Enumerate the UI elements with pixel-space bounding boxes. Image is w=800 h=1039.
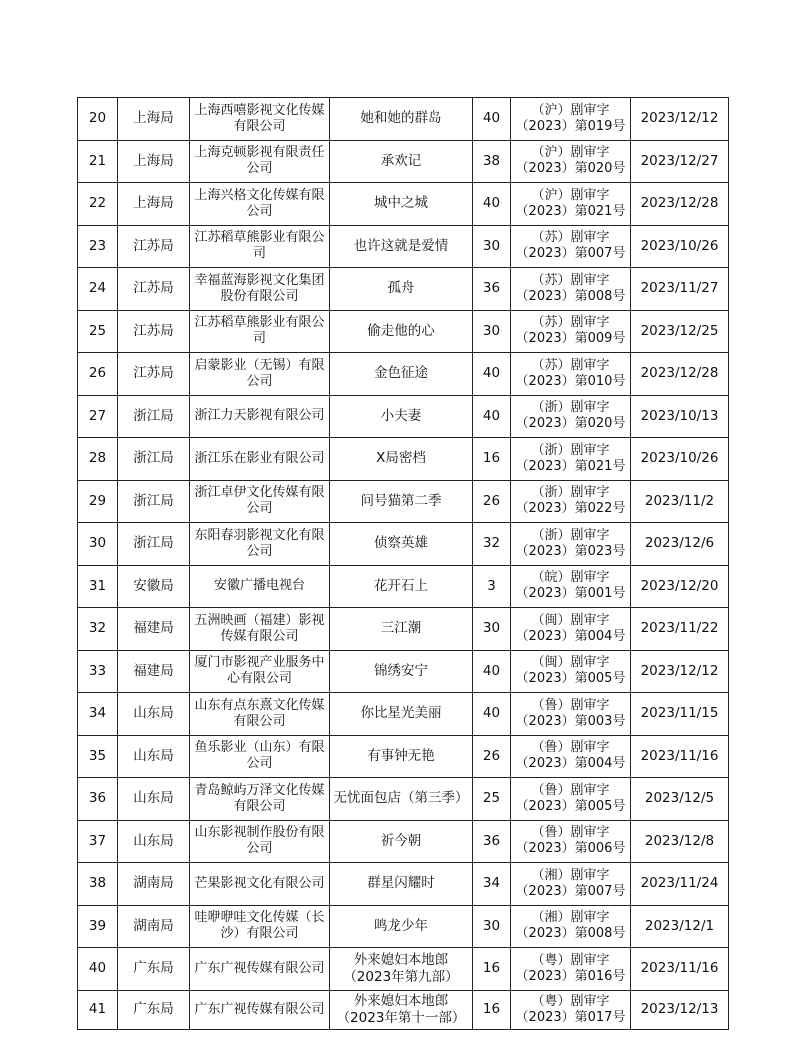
drama-title-cell: 鸣龙少年 — [330, 905, 473, 948]
bureau-cell: 山东局 — [118, 735, 190, 778]
table-row — [78, 310, 729, 353]
date-cell: 2023/10/26 — [631, 438, 729, 481]
company-cell: 广东广视传媒有限公司 — [190, 990, 330, 1029]
license-line-1: （湘）剧审字 — [531, 867, 610, 883]
license-line-1: （鲁）剧审字 — [531, 782, 610, 798]
row-number: 24 — [78, 268, 118, 311]
bureau-cell: 上海局 — [118, 183, 190, 226]
table-row — [78, 140, 729, 183]
date-cell: 2023/12/20 — [631, 565, 729, 608]
license-line-1: （鲁）剧审字 — [531, 740, 610, 756]
license-line-2: （2023）第022号 — [515, 501, 626, 517]
license-line-2: （2023）第021号 — [515, 458, 626, 474]
table-row — [78, 565, 729, 608]
license-line-1: （苏）剧审字 — [531, 230, 610, 246]
license-line-1: （浙）剧审字 — [531, 527, 610, 543]
license-cell — [511, 183, 631, 226]
table-row — [78, 480, 729, 523]
date-cell: 2023/11/22 — [631, 608, 729, 651]
episodes-cell: 16 — [473, 990, 511, 1029]
row-number: 33 — [78, 650, 118, 693]
row-number: 41 — [78, 990, 118, 1029]
row-number: 35 — [78, 735, 118, 778]
episodes-cell: 36 — [473, 820, 511, 863]
license-cell — [511, 438, 631, 481]
company-cell: 江苏稻草熊影业有限公司 — [190, 225, 330, 268]
license-line-2: （2023）第007号 — [515, 246, 626, 262]
episodes-cell: 34 — [473, 863, 511, 906]
company-cell: 幸福蓝海影视文化集团股份有限公司 — [190, 268, 330, 311]
company-cell: 上海西嘻影视文化传媒有限公司 — [190, 98, 330, 141]
license-cell — [511, 990, 631, 1029]
license-line-2: （2023）第020号 — [515, 416, 626, 432]
date-cell: 2023/11/24 — [631, 863, 729, 906]
drama-title-cell: 锦绣安宁 — [330, 650, 473, 693]
license-cell — [511, 565, 631, 608]
company-cell: 浙江力天影视有限公司 — [190, 395, 330, 438]
license-line-1: （闽）剧审字 — [531, 655, 610, 671]
drama-title-cell: 金色征途 — [330, 353, 473, 396]
license-line-2: （2023）第003号 — [515, 713, 626, 729]
table-row — [78, 863, 729, 906]
row-number: 40 — [78, 948, 118, 991]
license-cell — [511, 523, 631, 566]
license-cell — [511, 863, 631, 906]
drama-title-cell: 外来媳妇本地郎（2023年第十一部） — [330, 990, 473, 1029]
table-row — [78, 693, 729, 736]
drama-title-cell: 有事钟无艳 — [330, 735, 473, 778]
row-number: 39 — [78, 905, 118, 948]
row-number: 29 — [78, 480, 118, 523]
license-line-1: （湘）剧审字 — [531, 910, 610, 926]
license-line-2: （2023）第004号 — [515, 628, 626, 644]
company-cell: 山东有点东熹文化传媒有限公司 — [190, 693, 330, 736]
date-cell: 2023/12/12 — [631, 650, 729, 693]
license-line-1: （沪）剧审字 — [531, 187, 610, 203]
bureau-cell: 广东局 — [118, 990, 190, 1029]
episodes-cell: 25 — [473, 778, 511, 821]
license-line-2: （2023）第001号 — [515, 586, 626, 602]
drama-title-cell: 小夫妻 — [330, 395, 473, 438]
row-number: 22 — [78, 183, 118, 226]
license-cell — [511, 948, 631, 991]
license-line-1: （粤）剧审字 — [531, 993, 610, 1009]
bureau-cell: 山东局 — [118, 778, 190, 821]
license-cell — [511, 353, 631, 396]
company-cell: 启蒙影业（无锡）有限公司 — [190, 353, 330, 396]
license-line-2: （2023）第017号 — [515, 1009, 626, 1025]
table-row — [78, 608, 729, 651]
bureau-cell: 安徽局 — [118, 565, 190, 608]
license-line-1: （鲁）剧审字 — [531, 825, 610, 841]
episodes-cell: 26 — [473, 480, 511, 523]
episodes-cell: 40 — [473, 353, 511, 396]
drama-title-cell: 花开石上 — [330, 565, 473, 608]
drama-title-cell: 侦察英雄 — [330, 523, 473, 566]
license-cell — [511, 693, 631, 736]
date-cell: 2023/11/16 — [631, 735, 729, 778]
row-number: 20 — [78, 98, 118, 141]
license-line-2: （2023）第016号 — [515, 968, 626, 984]
company-cell: 安徽广播电视台 — [190, 565, 330, 608]
episodes-cell: 30 — [473, 225, 511, 268]
date-cell: 2023/10/26 — [631, 225, 729, 268]
drama-title-cell: 你比星光美丽 — [330, 693, 473, 736]
episodes-cell: 30 — [473, 905, 511, 948]
episodes-cell: 36 — [473, 268, 511, 311]
license-cell — [511, 650, 631, 693]
license-cell — [511, 140, 631, 183]
table-row — [78, 820, 729, 863]
row-number: 26 — [78, 353, 118, 396]
license-line-2: （2023）第004号 — [515, 756, 626, 772]
license-cell — [511, 905, 631, 948]
drama-title-cell: 祈今朝 — [330, 820, 473, 863]
drama-title-cell: 城中之城 — [330, 183, 473, 226]
date-cell: 2023/11/16 — [631, 948, 729, 991]
row-number: 34 — [78, 693, 118, 736]
license-line-2: （2023）第010号 — [515, 373, 626, 389]
bureau-cell: 上海局 — [118, 98, 190, 141]
license-cell — [511, 820, 631, 863]
license-line-1: （浙）剧审字 — [531, 400, 610, 416]
episodes-cell: 40 — [473, 693, 511, 736]
license-line-2: （2023）第005号 — [515, 671, 626, 687]
table-row — [78, 268, 729, 311]
bureau-cell: 湖南局 — [118, 905, 190, 948]
company-cell: 青岛鲸屿万泽文化传媒有限公司 — [190, 778, 330, 821]
row-number: 32 — [78, 608, 118, 651]
license-line-1: （苏）剧审字 — [531, 272, 610, 288]
company-cell: 哇咿咿哇文化传媒（长沙）有限公司 — [190, 905, 330, 948]
episodes-cell: 32 — [473, 523, 511, 566]
table-row — [78, 905, 729, 948]
bureau-cell: 江苏局 — [118, 353, 190, 396]
date-cell: 2023/12/1 — [631, 905, 729, 948]
row-number: 36 — [78, 778, 118, 821]
row-number: 37 — [78, 820, 118, 863]
episodes-cell: 3 — [473, 565, 511, 608]
table-row — [78, 183, 729, 226]
bureau-cell: 广东局 — [118, 948, 190, 991]
row-number: 27 — [78, 395, 118, 438]
license-cell — [511, 268, 631, 311]
company-cell: 五洲映画（福建）影视传媒有限公司 — [190, 608, 330, 651]
episodes-cell: 16 — [473, 948, 511, 991]
license-line-2: （2023）第005号 — [515, 798, 626, 814]
drama-title-cell: X局密档 — [330, 438, 473, 481]
bureau-cell: 福建局 — [118, 650, 190, 693]
company-cell: 上海兴格文化传媒有限公司 — [190, 183, 330, 226]
bureau-cell: 浙江局 — [118, 438, 190, 481]
license-line-2: （2023）第019号 — [515, 118, 626, 134]
license-cell — [511, 310, 631, 353]
table-row — [78, 395, 729, 438]
date-cell: 2023/11/27 — [631, 268, 729, 311]
date-cell: 2023/12/28 — [631, 353, 729, 396]
company-cell: 广东广视传媒有限公司 — [190, 948, 330, 991]
drama-title-cell: 外来媳妇本地郎（2023年第九部） — [330, 948, 473, 991]
episodes-cell: 38 — [473, 140, 511, 183]
table-row — [78, 778, 729, 821]
bureau-cell: 浙江局 — [118, 395, 190, 438]
episodes-cell: 16 — [473, 438, 511, 481]
row-number: 21 — [78, 140, 118, 183]
table-row — [78, 438, 729, 481]
table-row — [78, 990, 729, 1029]
company-cell: 江苏稻草熊影业有限公司 — [190, 310, 330, 353]
episodes-cell: 40 — [473, 183, 511, 226]
drama-title-cell: 孤舟 — [330, 268, 473, 311]
row-number: 23 — [78, 225, 118, 268]
date-cell: 2023/12/12 — [631, 98, 729, 141]
license-line-1: （浙）剧审字 — [531, 485, 610, 501]
bureau-cell: 江苏局 — [118, 268, 190, 311]
license-cell — [511, 608, 631, 651]
drama-title-cell: 问号猫第二季 — [330, 480, 473, 523]
license-line-1: （沪）剧审字 — [531, 145, 610, 161]
license-line-1: （浙）剧审字 — [531, 442, 610, 458]
date-cell: 2023/12/27 — [631, 140, 729, 183]
row-number: 30 — [78, 523, 118, 566]
bureau-cell: 江苏局 — [118, 225, 190, 268]
table-row — [78, 225, 729, 268]
drama-title-cell: 群星闪耀时 — [330, 863, 473, 906]
license-cell — [511, 225, 631, 268]
table-row — [78, 353, 729, 396]
license-line-2: （2023）第008号 — [515, 926, 626, 942]
company-cell: 东阳春羽影视文化有限公司 — [190, 523, 330, 566]
episodes-cell: 40 — [473, 650, 511, 693]
drama-title-cell: 三江潮 — [330, 608, 473, 651]
license-line-1: （皖）剧审字 — [531, 570, 610, 586]
bureau-cell: 江苏局 — [118, 310, 190, 353]
bureau-cell: 上海局 — [118, 140, 190, 183]
date-cell: 2023/11/15 — [631, 693, 729, 736]
license-line-2: （2023）第007号 — [515, 883, 626, 899]
date-cell: 2023/12/8 — [631, 820, 729, 863]
row-number: 28 — [78, 438, 118, 481]
table-row — [78, 948, 729, 991]
company-cell: 浙江卓伊文化传媒有限公司 — [190, 480, 330, 523]
license-line-2: （2023）第008号 — [515, 288, 626, 304]
date-cell: 2023/12/5 — [631, 778, 729, 821]
license-line-1: （沪）剧审字 — [531, 102, 610, 118]
episodes-cell: 30 — [473, 608, 511, 651]
license-line-1: （鲁）剧审字 — [531, 697, 610, 713]
table-body — [78, 98, 729, 1030]
episodes-cell: 40 — [473, 98, 511, 141]
bureau-cell: 山东局 — [118, 820, 190, 863]
license-line-2: （2023）第021号 — [515, 203, 626, 219]
drama-title-cell: 承欢记 — [330, 140, 473, 183]
approval-table — [77, 97, 729, 1030]
company-cell: 山东影视制作股份有限公司 — [190, 820, 330, 863]
table-row — [78, 735, 729, 778]
bureau-cell: 山东局 — [118, 693, 190, 736]
drama-title-cell: 也许这就是爱情 — [330, 225, 473, 268]
drama-title-cell: 无忧面包店（第三季） — [330, 778, 473, 821]
company-cell: 鱼乐影业（山东）有限公司 — [190, 735, 330, 778]
episodes-cell: 40 — [473, 395, 511, 438]
row-number: 38 — [78, 863, 118, 906]
license-line-1: （闽）剧审字 — [531, 612, 610, 628]
company-cell: 芒果影视文化有限公司 — [190, 863, 330, 906]
company-cell: 浙江乐在影业有限公司 — [190, 438, 330, 481]
bureau-cell: 浙江局 — [118, 480, 190, 523]
episodes-cell: 26 — [473, 735, 511, 778]
license-line-2: （2023）第020号 — [515, 161, 626, 177]
date-cell: 2023/12/13 — [631, 990, 729, 1029]
drama-title-cell: 偷走他的心 — [330, 310, 473, 353]
company-cell: 上海克顿影视有限责任公司 — [190, 140, 330, 183]
drama-title-cell: 她和她的群岛 — [330, 98, 473, 141]
license-cell — [511, 480, 631, 523]
date-cell: 2023/12/6 — [631, 523, 729, 566]
license-cell — [511, 735, 631, 778]
license-cell — [511, 778, 631, 821]
license-line-2: （2023）第006号 — [515, 841, 626, 857]
license-line-1: （苏）剧审字 — [531, 357, 610, 373]
bureau-cell: 湖南局 — [118, 863, 190, 906]
row-number: 31 — [78, 565, 118, 608]
license-line-2: （2023）第023号 — [515, 543, 626, 559]
date-cell: 2023/12/28 — [631, 183, 729, 226]
bureau-cell: 浙江局 — [118, 523, 190, 566]
date-cell: 2023/12/25 — [631, 310, 729, 353]
date-cell: 2023/11/2 — [631, 480, 729, 523]
license-line-1: （苏）剧审字 — [531, 315, 610, 331]
episodes-cell: 30 — [473, 310, 511, 353]
row-number: 25 — [78, 310, 118, 353]
license-line-2: （2023）第009号 — [515, 331, 626, 347]
table-row — [78, 650, 729, 693]
license-cell — [511, 98, 631, 141]
company-cell: 厦门市影视产业服务中心有限公司 — [190, 650, 330, 693]
table-row — [78, 523, 729, 566]
date-cell: 2023/10/13 — [631, 395, 729, 438]
table-row — [78, 98, 729, 141]
license-cell — [511, 395, 631, 438]
license-line-1: （粤）剧审字 — [531, 952, 610, 968]
bureau-cell: 福建局 — [118, 608, 190, 651]
